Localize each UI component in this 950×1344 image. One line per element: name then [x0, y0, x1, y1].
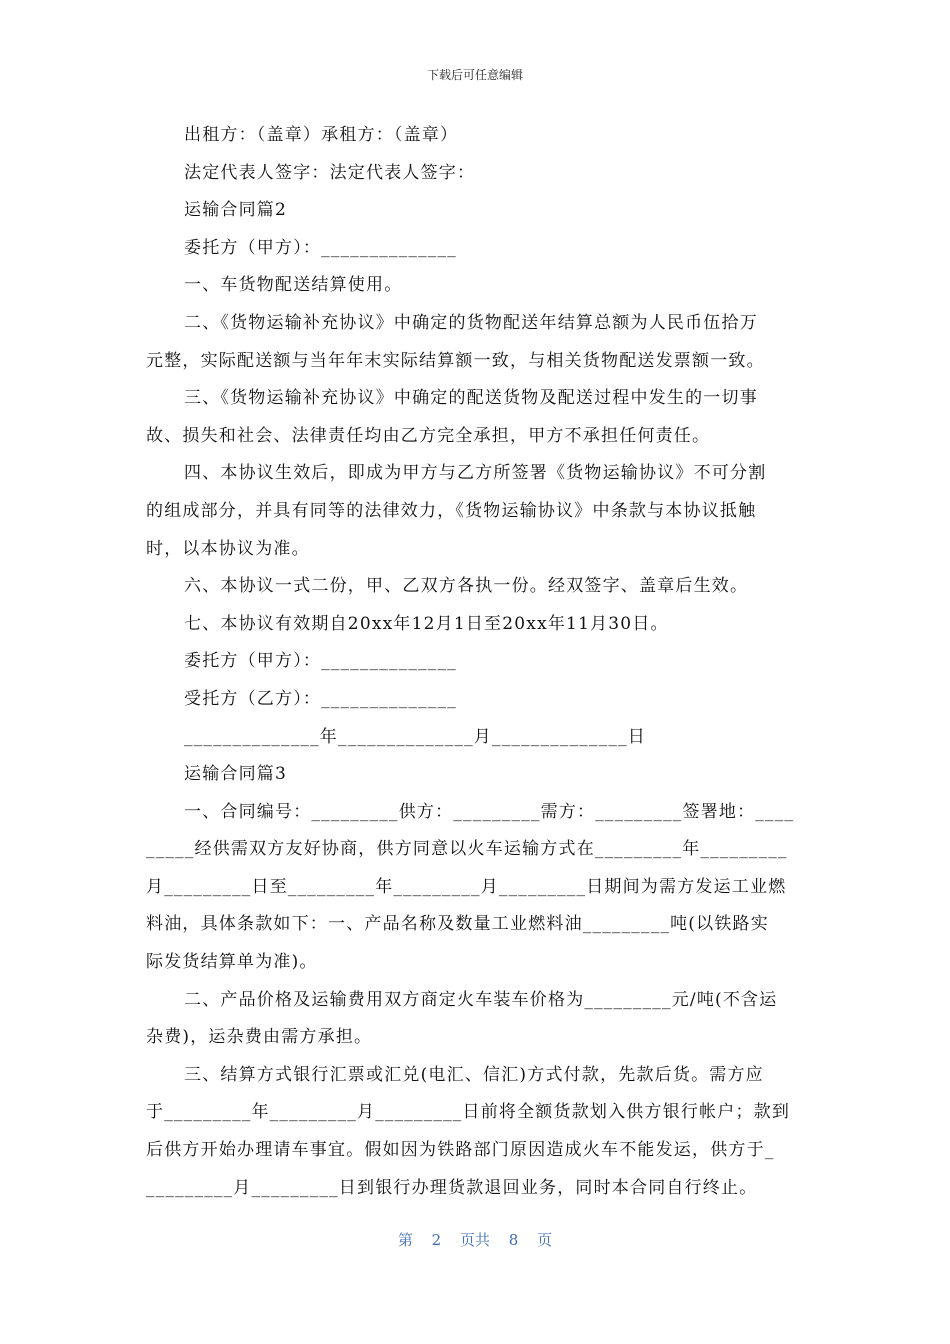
- text-line: 元整，实际配送额与当年年末实际结算额一致，与相关货物配送发票额一致。: [146, 350, 765, 371]
- text-line: 料油，具体条款如下：一、产品名称及数量工业燃料油_________吨(以铁路实: [146, 914, 769, 935]
- text-line: ______________年______________月______________日: [184, 726, 646, 747]
- text-line: 法定代表人签字：法定代表人签字：: [184, 162, 476, 183]
- text-line: 二、《货物运输补充协议》中确定的货物配送年结算总额为人民币伍拾万: [184, 312, 758, 333]
- text-line: 运输合同篇3: [184, 764, 288, 785]
- text-line: 受托方（乙方）：______________: [184, 688, 457, 709]
- text-line: 三、《货物运输补充协议》中确定的配送货物及配送过程中发生的一切事: [184, 388, 758, 409]
- text-line: 六、本协议一式二份，甲、乙双方各执一份。经双签字、盖章后生效。: [184, 576, 749, 597]
- text-line: 四、本协议生效后，即成为甲方与乙方所签署《货物运输协议》不可分割: [184, 463, 767, 484]
- text-line: 后供方开始办理请车事宜。假如因为铁路部门原因造成火车不能发运，供方于_: [146, 1140, 775, 1161]
- text-line: 时，以本协议为准。: [146, 538, 310, 559]
- text-line: 委托方（甲方）：______________: [184, 651, 457, 672]
- text-line: 出租方：（盖章）承租方：（盖章）: [184, 125, 459, 145]
- text-line: 二、产品价格及运输费用双方商定火车装车价格为_________元/吨(不含运: [184, 989, 778, 1010]
- document-body: [146, 117, 806, 1207]
- text-line: 故、损失和社会、法律责任均由乙方完全承担，甲方不承担任何责任。: [146, 425, 711, 446]
- text-line: 于_________年_________月_________日前将全额货款划入供方银行帐户；款到: [146, 1102, 791, 1123]
- text-line: 杂费)，运杂费由需方承担。: [146, 1027, 373, 1048]
- page-footer: 第 2 页共 8 页: [397, 1231, 553, 1249]
- text-line: 际发货结算单为准)。: [146, 952, 318, 973]
- text-line: _____经供需双方友好协商，供方同意以火车运输方式在_________年_________: [146, 839, 788, 860]
- text-line: _________月_________日到银行办理货款退回业务，同时本合同自行终止。: [146, 1177, 758, 1198]
- text-line: 一、合同编号：_________供方：_________需方：_________签署地：____: [184, 801, 795, 822]
- text-line: 运输合同篇2: [184, 200, 288, 221]
- text-line: 的组成部分，并具有同等的法律效力，《货物运输协议》中条款与本协议抵触: [146, 500, 757, 521]
- text-line: 一、车货物配送结算使用。: [184, 275, 403, 296]
- text-line: 月_________日至_________年_________月_________日期间为需方发运工业燃: [146, 876, 787, 897]
- text-line: 七、本协议有效期自20xx年12月1日至20xx年11月30日。: [184, 613, 669, 634]
- text-line: 委托方（甲方）：______________: [184, 237, 457, 258]
- text-line: 三、结算方式银行汇票或汇兑(电汇、信汇)方式付款，先款后货。需方应: [184, 1064, 764, 1085]
- page-header: 下载后可任意编辑: [426, 68, 523, 82]
